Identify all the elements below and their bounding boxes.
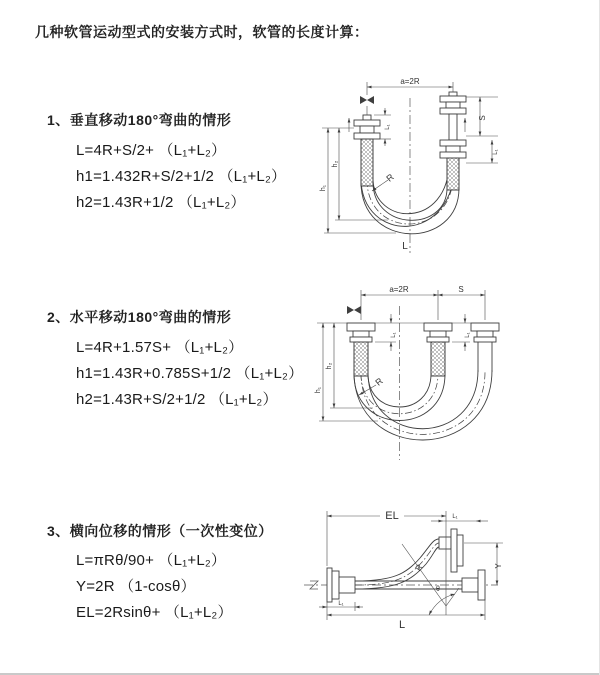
diagram-lateral-displacement (298, 498, 598, 658)
dim-label-a2r: a=2R (389, 285, 409, 294)
section-1-heading: 1、垂直移动180°弯曲的情形 (47, 112, 232, 128)
length-label: L (398, 619, 406, 631)
section-3-formula-l: L=πRθ/90+ （L₁+L₂） (76, 552, 227, 569)
section-3-formula-y: Y=2R （1-cosθ） (76, 578, 196, 595)
dim-label-s: S (478, 115, 487, 121)
diagram3-labels (338, 508, 503, 631)
angle-construction (402, 544, 459, 615)
dim-label-l1-left: L₁ (385, 124, 391, 130)
section-2-formula-h1: h1=1.43R+0.785S+1/2 （L₁+L₂） (76, 365, 304, 382)
flanges (327, 529, 485, 602)
dim-label-el: EL (385, 510, 399, 522)
diagram-vertical-180-bend (308, 70, 593, 260)
dim-label-a2r: a=2R (400, 77, 420, 86)
dim-label-l1-left: L₁ (391, 332, 397, 338)
section-1-formula-h2: h2=1.43R+1/2 （L₁+L₂） (76, 194, 246, 211)
hose-fittings (347, 323, 499, 376)
radius-label: R (384, 171, 396, 184)
section-1-formula-l: L=4R+S/2+ （L₁+L₂） (76, 142, 227, 159)
dim-label-h2: h₂ (326, 362, 333, 370)
section-2-formula-l: L=4R+1.57S+ （L₁+L₂） (76, 339, 244, 356)
angle-theta-label: θ (436, 586, 440, 593)
section-2-formula-h2: h2=1.43R+S/2+1/2 （L₁+L₂） (76, 391, 278, 408)
section-2-heading: 2、水平移动180°弯曲的情形 (47, 309, 232, 325)
section-3-heading: 3、横向位移的情形（一次性变位） (47, 523, 273, 539)
dim-label-h1: h₁ (315, 386, 322, 394)
hose-bend-arcs (354, 342, 492, 440)
dim-label-s: S (458, 285, 464, 294)
dimension-lines (319, 511, 503, 620)
valve-bowtie-icon (347, 306, 361, 314)
dim-label-y: Y (494, 563, 503, 569)
dim-label-h1: h₁ (320, 184, 327, 192)
dimension-lines (317, 290, 499, 421)
radius-label: R (413, 562, 425, 573)
dim-label-l1-top: L₁ (452, 514, 458, 520)
diagram-horizontal-180-bend (303, 278, 595, 468)
dim-label-l1-right: L₁ (493, 149, 499, 155)
dim-label-l1-bottom: L₁ (338, 601, 344, 607)
section-3-formula-el: EL=2Rsinθ+ （L₁+L₂） (76, 604, 233, 621)
dim-label-l1-mid: L₁ (465, 332, 471, 338)
valve-bowtie-icon (360, 96, 374, 104)
length-label: L (402, 241, 408, 252)
page-title: 几种软管运动型式的安装方式时，软管的长度计算： (35, 24, 369, 40)
dim-label-h2: h₂ (332, 160, 339, 168)
radius-label: R (373, 375, 385, 388)
section-1-formula-h1: h1=1.432R+S/2+1/2 （L₁+L₂） (76, 168, 287, 185)
